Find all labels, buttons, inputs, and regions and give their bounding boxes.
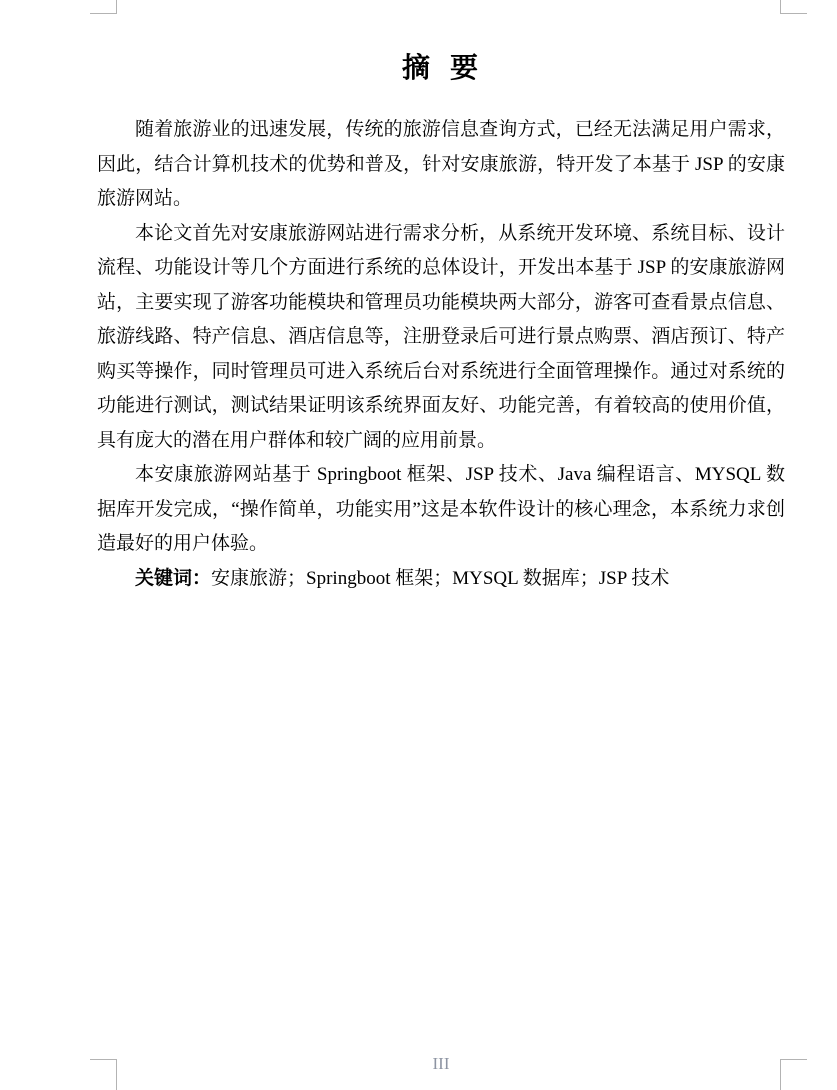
page-number: III [432, 1054, 450, 1073]
crop-mark-top-right-icon [780, 0, 807, 14]
crop-mark-top-left-icon [90, 0, 117, 14]
keywords-line [97, 562, 785, 597]
abstract-paragraph-1: 随着旅游业的迅速发展，传统的旅游信息查询方式，已经无法满足用户需求，因此，结合计算机技术的优势和普及，针对安康旅游，特开发了本基于 JSP 的安康旅游网站。 [97, 119, 785, 209]
keywords-text: 安康旅游；Springboot 框架；MYSQL 数据库；JSP 技术 [211, 567, 670, 589]
abstract-body [97, 113, 785, 596]
abstract-paragraph-2: 本论文首先对安康旅游网站进行需求分析，从系统开发环境、系统目标、设计流程、功能设计等几个方面进行系统的总体设计，开发出本基于 JSP 的安康旅游网站，主要实现了游客功能模块和管理员功能模块两大部分，游客可查看景点信息、旅游线路、特产信息、酒店信息等，注册登录后可进行景点购票、酒店预订、特产购买等操作，同时管理员可进入系统后台对系统进行全面管理操作。通过对系统的功能进行测试，测试结果证明该系统界面友好、功能完善，有着较高的使用价值，具有庞大的潜在用户群体和较广阔的应用前景。 [97, 222, 785, 451]
keywords-label: 关键词： [135, 567, 212, 589]
page-title: 摘 要 [401, 53, 480, 84]
abstract-paragraph-3: 本安康旅游网站基于 Springboot 框架、JSP 技术、Java 编程语言、MYSQL 数据库开发完成，“操作简单，功能实用”这是本软件设计的核心理念，本系统力求创造最好的用户体验。 [97, 464, 785, 554]
